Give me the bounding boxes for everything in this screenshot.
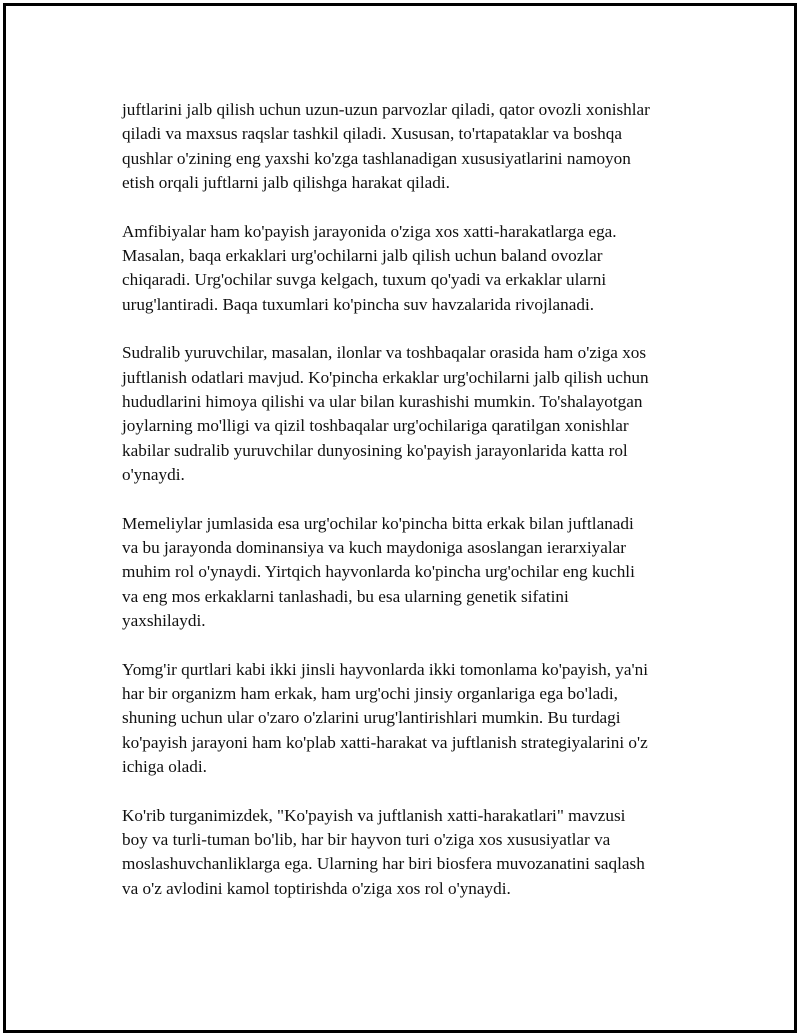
- document-body: [122, 98, 702, 925]
- paragraph-3: Sudralib yuruvchilar, masalan, ilonlar va toshbaqalar orasida ham o'ziga xos juftlanish odatlari mavjud. Ko'pincha erkaklar urg'ochilarni jalb qilish uchun hududlarini himoya qilishi va ular bilan kurashishi mumkin. To'shalayotgan joylarning mo'lligi va qizil toshbaqalar urg'ochilariga qaratilgan xonishlar kabilar sudralib yuruvchilar dunyosining ko'payish jarayonlarida katta rol o'ynaydi.: [122, 343, 649, 484]
- paragraph-1: juftlarini jalb qilish uchun uzun-uzun parvozlar qiladi, qator ovozli xonishlar qiladi va maxsus raqslar tashkil qiladi. Xususan, to'rtapataklar va boshqa qushlar o'zining eng yaxshi ko'zga tashlanadigan xususiyatlarini namoyon etish orqali juftlarni jalb qilishga harakat qiladi.: [122, 100, 650, 192]
- page-frame: [3, 3, 797, 1033]
- paragraph-4: Memeliylar jumlasida esa urg'ochilar ko'pincha bitta erkak bilan juftlanadi va bu jarayonda dominansiya va kuch maydoniga asoslangan ierarxiyalar muhim rol o'ynaydi. Yirtqich hayvonlarda ko'pincha urg'ochilar eng kuchli va eng mos erkaklarni tanlashadi, bu esa ularning genetik sifatini yaxshilaydi.: [122, 513, 635, 630]
- paragraph-5: Yomg'ir qurtlari kabi ikki jinsli hayvonlarda ikki tomonlama ko'payish, ya'ni har bir organizm ham erkak, ham urg'ochi jinsiy organlariga ega bo'ladi, shuning uchun ular o'zaro o'zlarini urug'lantirishlari mumkin. Bu turdagi ko'payish jarayoni ham ko'plab xatti-harakat va juftlanish strategiyalarini o'z ichiga oladi.: [122, 659, 648, 776]
- paragraph-2: Amfibiyalar ham ko'payish jarayonida o'ziga xos xatti-harakatlarga ega. Masalan, baqa erkaklari urg'ochilarni jalb qilish uchun baland ovozlar chiqaradi. Urg'ochilar suvga kelgach, tuxum qo'yadi va erkaklar ularni urug'lantiradi. Baqa tuxumlari ko'pincha suv havzalarida rivojlanadi.: [122, 221, 617, 314]
- paragraph-6: Ko'rib turganimizdek, "Ko'payish va juftlanish xatti-harakatlari" mavzusi boy va turli-tuman bo'lib, har bir hayvon turi o'ziga xos xususiyatlar va moslashuvchanliklarga ega. Ularning har biri biosfera muvozanatini saqlash va o'z avlodini kamol toptirishda o'ziga xos rol o'ynaydi.: [122, 805, 645, 898]
